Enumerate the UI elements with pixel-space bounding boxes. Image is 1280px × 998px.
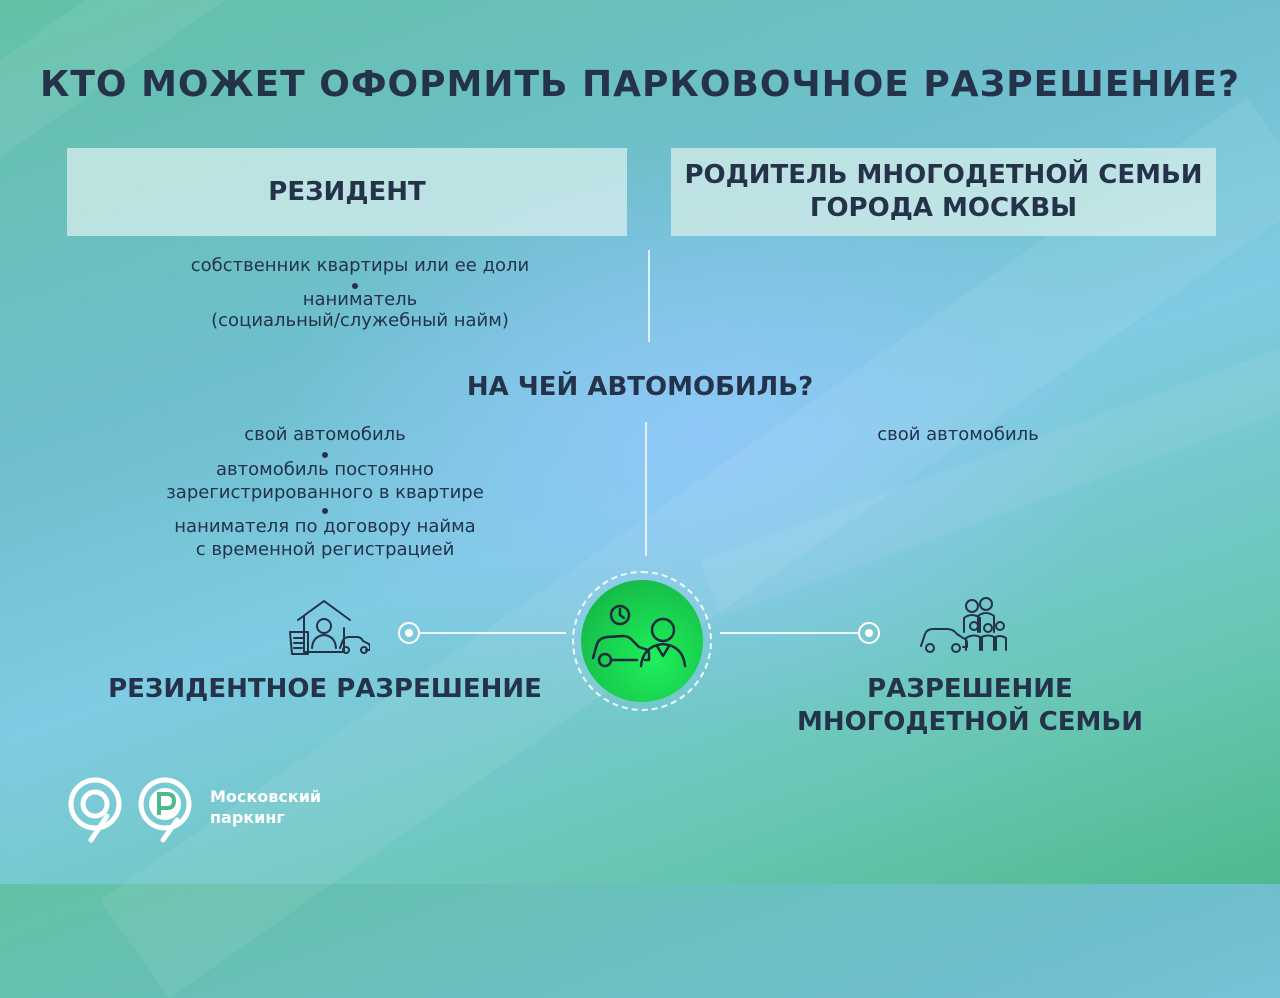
resident-box-label: РЕЗИДЕНТ	[268, 176, 426, 207]
large-family-permit-label-line1: РАЗРЕШЕНИЕ	[867, 674, 1073, 704]
divider-line-middle	[645, 422, 647, 556]
center-circle	[581, 580, 703, 702]
parking-logo-icon	[136, 776, 196, 846]
page-title: КТО МОЖЕТ ОФОРМИТЬ ПАРКОВОЧНОЕ РАЗРЕШЕНИЕ?	[39, 64, 1241, 105]
large-family-permit-label-line2: МНОГОДЕТНОЙ СЕМЬИ	[796, 707, 1144, 737]
resident-box	[67, 148, 627, 236]
left-car-registered-line2: зарегистрированного в квартире	[166, 482, 484, 503]
resident-type-owner: собственник квартиры или ее доли	[190, 255, 530, 276]
left-car-tenant-line1: нанимателя по договору найма	[174, 516, 476, 537]
large-family-box	[671, 148, 1216, 236]
car-question-heading: НА ЧЕЙ АВТОМОБИЛЬ?	[466, 372, 814, 402]
connector-node-right	[858, 622, 880, 644]
large-family-box-line1: РОДИТЕЛЬ МНОГОДЕТНОЙ СЕМЬИ	[684, 160, 1203, 190]
left-car-registered-line1: автомобиль постоянно	[216, 459, 434, 480]
brand-name	[210, 786, 321, 828]
left-car-own: свой автомобиль	[244, 424, 406, 445]
right-car-own: свой автомобиль	[877, 424, 1039, 445]
family-car-icon	[918, 596, 1010, 654]
resident-type-tenant-detail: (социальный/служебный найм)	[211, 310, 509, 331]
brand-name-line2: паркинг	[210, 808, 285, 827]
divider-line-top	[648, 250, 650, 342]
connector-line-right	[720, 632, 860, 634]
resident-permit-label: РЕЗИДЕНТНОЕ РАЗРЕШЕНИЕ	[108, 674, 542, 704]
large-family-box-line2: ГОРОДА МОСКВЫ	[809, 193, 1078, 223]
house-resident-icon	[288, 598, 370, 656]
bullet-dot	[322, 508, 328, 514]
connector-line-left	[420, 632, 566, 634]
resident-type-tenant: наниматель	[302, 289, 418, 310]
connector-node-left	[398, 622, 420, 644]
brand-name-line1: Московский	[210, 787, 322, 806]
left-car-tenant-line2: с временной регистрацией	[195, 539, 455, 560]
moscow-logo-icon	[66, 776, 126, 846]
car-driver-icon	[581, 580, 703, 702]
bullet-dot	[322, 452, 328, 458]
